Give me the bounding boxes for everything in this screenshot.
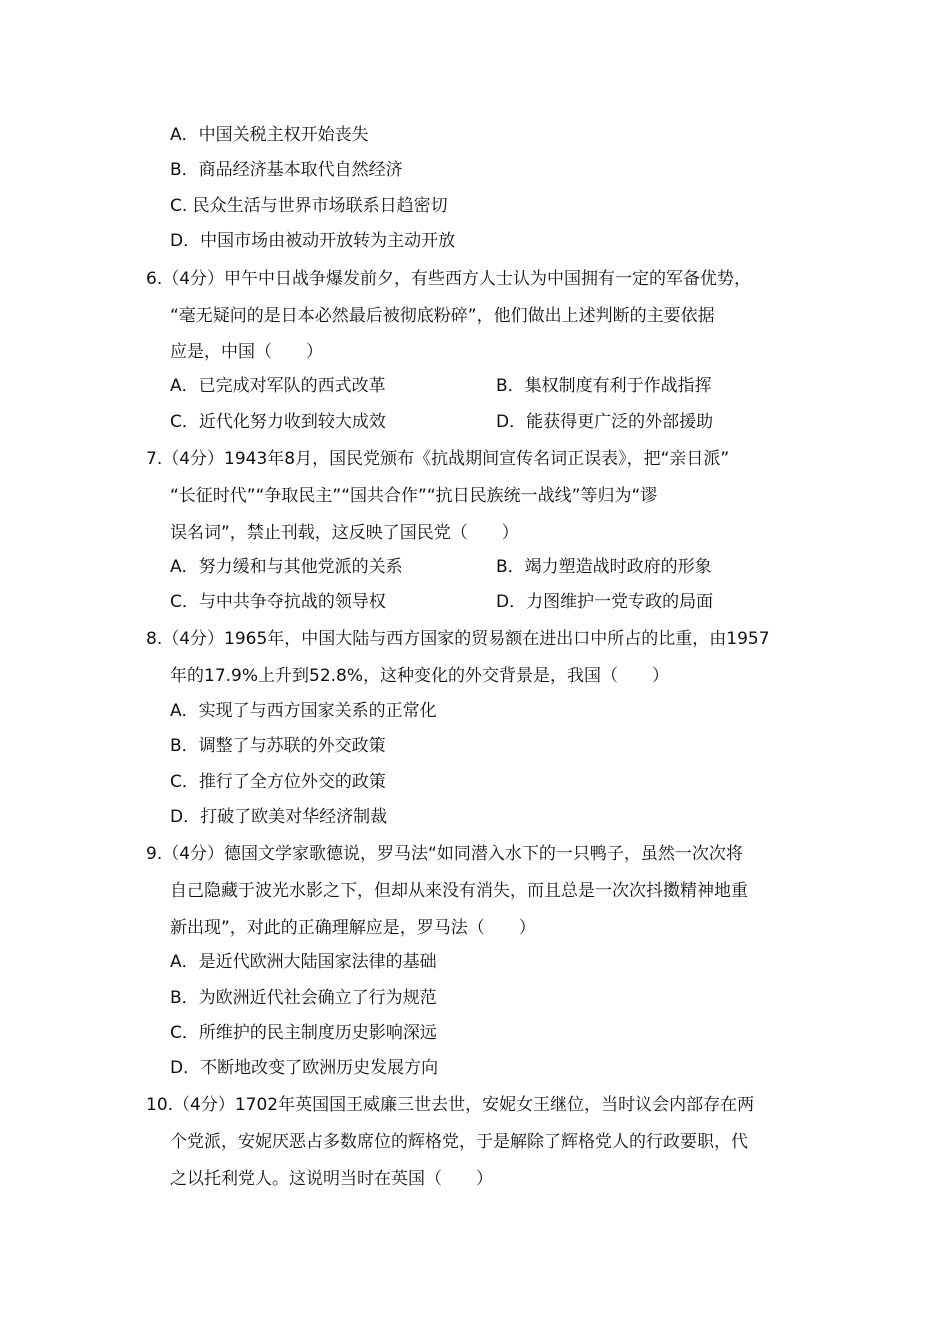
q7-option-d: D．力图维护一党专政的局面	[496, 592, 714, 612]
q6-option-c: C．近代化努力收到较大成效	[170, 412, 386, 432]
q8-stem-line-1: 8.（4分）1965年，中国大陆与西方国家的贸易额在进出口中所占的比重，由1957	[146, 629, 770, 649]
q7-stem-line-1: 7.（4分）1943年8月，国民党颁布《抗战期间宣传名词正误表》，把“亲日派”	[146, 449, 730, 469]
q9-stem-line-2: 自己隐藏于波光水影之下，但却从来没有消失，而且总是一次次抖擞精神地重	[170, 881, 748, 901]
q10-stem-line-3: 之以托利党人。这说明当时在英国（ ）	[170, 1169, 493, 1189]
q10-stem-line-1: 10.（4分）1702年英国国王威廉三世去世，安妮女王继位，当时议会内部存在两	[146, 1095, 755, 1115]
q7-option-c: C．与中共争夺抗战的领导权	[170, 592, 386, 612]
q9-option-a: A．是近代欧洲大陆国家法律的基础	[170, 952, 437, 972]
q6-stem-line-2: “毫无疑问的是日本必然最后被彻底粉碎”，他们做出上述判断的主要依据	[170, 306, 715, 326]
q6-option-a: A．已完成对军队的西式改革	[170, 376, 386, 396]
q9-option-d: D．不断地改变了欧洲历史发展方向	[170, 1058, 439, 1078]
q9-stem-line-3: 新出现”，对此的正确理解应是，罗马法（ ）	[170, 918, 536, 938]
q8-option-d: D．打破了欧美对华经济制裁	[170, 807, 388, 827]
q6-stem-line-1: 6.（4分）甲午中日战争爆发前夕，有些西方人士认为中国拥有一定的军备优势，	[146, 269, 752, 289]
q8-option-a: A．实现了与西方国家关系的正常化	[170, 701, 437, 721]
q7-option-b: B．竭力塑造战时政府的形象	[496, 557, 712, 577]
q6-stem-line-3: 应是，中国（ ）	[170, 342, 323, 362]
q6-option-b: B．集权制度有利于作战指挥	[496, 376, 712, 396]
q9-option-b: B．为欧洲近代社会确立了行为规范	[170, 988, 437, 1008]
q5-option-b: B．商品经济基本取代自然经济	[170, 160, 403, 180]
q9-stem-line-1: 9.（4分）德国文学家歌德说，罗马法“如同潜入水下的一只鸭子，虽然一次次将	[146, 844, 743, 864]
q9-option-c: C．所维护的民主制度历史影响深远	[170, 1023, 437, 1043]
q10-stem-line-2: 个党派，安妮厌恶占多数席位的辉格党，于是解除了辉格党人的行政要职，代	[170, 1132, 748, 1152]
q8-option-b: B．调整了与苏联的外交政策	[170, 736, 386, 756]
q7-option-a: A．努力缓和与其他党派的关系	[170, 557, 403, 577]
q6-option-d: D．能获得更广泛的外部援助	[496, 412, 714, 432]
q7-stem-line-3: 误名词”，禁止刊载，这反映了国民党（ ）	[170, 523, 519, 543]
q8-option-c: C．推行了全方位外交的政策	[170, 772, 386, 792]
q8-stem-line-2: 年的17.9%上升到52.8%，这种变化的外交背景是，我国（ ）	[170, 666, 670, 686]
q5-option-d: D．中国市场由被动开放转为主动开放	[170, 231, 456, 251]
q7-stem-line-2: “长征时代”“争取民主”“国共合作”“抗日民族统一战线”等归为“谬	[170, 486, 658, 506]
q5-option-a: A．中国关税主权开始丧失	[170, 125, 369, 145]
q5-option-c: C. 民众生活与世界市场联系日趋密切	[170, 196, 448, 216]
